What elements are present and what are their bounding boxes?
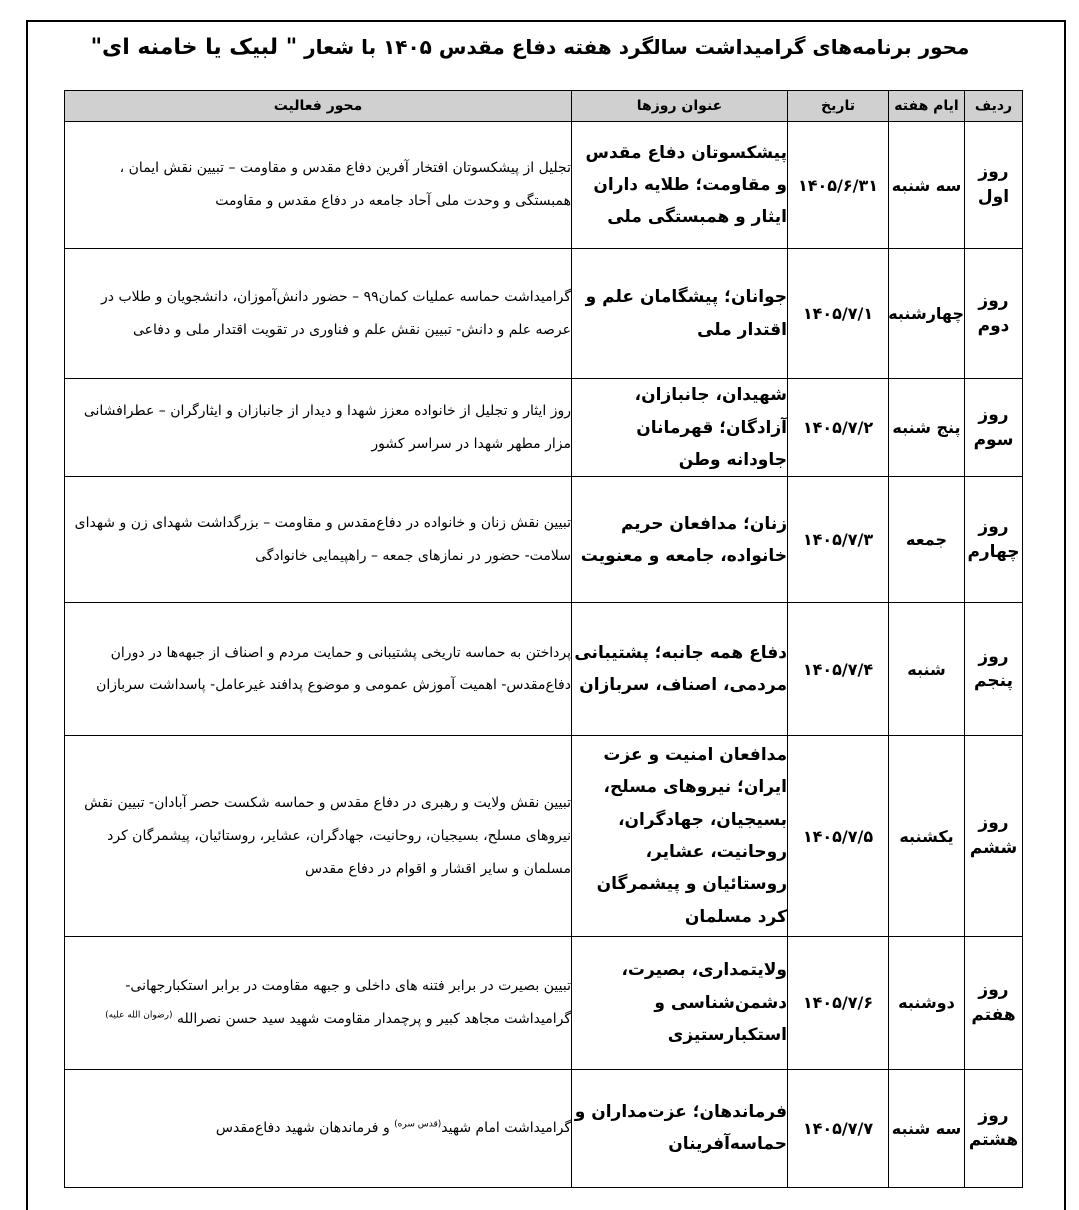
row-label: روز چهارم — [965, 477, 1023, 603]
header-date: تاریخ — [788, 91, 889, 122]
row-label: روز پنجم — [965, 603, 1023, 736]
focus-cell: تجلیل از پیشکسوتان افتخار آفرین دفاع مقدس و مقاومت – تبیین نقش ایمان ، همبستگی و وحدت ملی آحاد جامعه در دفاع مقدس و مقاومت — [65, 122, 572, 249]
date-cell: ۱۴۰۵/۷/۲ — [788, 379, 889, 477]
focus-cell — [65, 936, 572, 1069]
title-main: محور برنامه‌های گرامیداشت سالگرد هفته دفاع مقدس ۱۴۰۵ با شعار — [304, 35, 970, 59]
weekday-cell: جمعه — [889, 477, 965, 603]
table-row — [65, 603, 1023, 736]
row-label: روز هشتم — [965, 1069, 1023, 1187]
document-title — [40, 22, 1020, 80]
date-cell: ۱۴۰۵/۷/۴ — [788, 603, 889, 736]
table-row — [65, 477, 1023, 603]
day-title-cell: زنان؛ مدافعان حریم خانواده، جامعه و معنویت — [572, 477, 788, 603]
date-cell: ۱۴۰۵/۷/۱ — [788, 249, 889, 379]
header-day-title: عنوان روزها — [572, 91, 788, 122]
day-title-cell: دفاع همه جانبه؛ پشتیبانی مردمی، اصناف، سربازان — [572, 603, 788, 736]
date-cell: ۱۴۰۵/۷/۵ — [788, 736, 889, 936]
day-title-cell: پیشکسوتان دفاع مقدس و مقاومت؛ طلایه داران ایثار و همبستگی ملی — [572, 122, 788, 249]
row-label: روز هفتم — [965, 936, 1023, 1069]
row-label: روز ششم — [965, 736, 1023, 936]
title-slogan: " لبیک یا خامنه ای" — [90, 35, 298, 60]
table-row — [65, 1069, 1023, 1187]
focus-cell: روز ایثار و تجلیل از خانواده معزز شهدا و دیدار از جانبازان و ایثارگران – عطرافشانی مزار مطهر شهدا در سراسر کشور — [65, 379, 572, 477]
header-focus: محور فعالیت — [65, 91, 572, 122]
table-row — [65, 379, 1023, 477]
focus-honorific: (رضوان الله علیه) — [105, 1010, 173, 1021]
row-label: روز سوم — [965, 379, 1023, 477]
date-cell: ۱۴۰۵/۷/۷ — [788, 1069, 889, 1187]
focus-cell — [65, 1069, 572, 1187]
table-row — [65, 122, 1023, 249]
focus-cell: تبیین نقش ولایت و رهبری در دفاع مقدس و حماسه شکست حصر آبادان- تبیین نقش نیروهای مسلح، بسیجیان، روحانیت، جهادگران، عشایر، روستائیان، پیشمرگان کرد مسلمان و سایر اقشار و اقوام در دفاع مقدس — [65, 736, 572, 936]
table-row — [65, 249, 1023, 379]
weekday-cell: شنبه — [889, 603, 965, 736]
weekday-cell: پنج شنبه — [889, 379, 965, 477]
weekday-cell: دوشنبه — [889, 936, 965, 1069]
row-label: روز اول — [965, 122, 1023, 249]
table-row — [65, 936, 1023, 1069]
focus-text: گرامیداشت امام شهید — [441, 1119, 571, 1136]
header-row: ردیف — [965, 91, 1023, 122]
day-title-cell: شهیدان، جانبازان، آزادگان؛ قهرمانان جاودانه وطن — [572, 379, 788, 477]
row-label: روز دوم — [965, 249, 1023, 379]
focus-cell: تبیین نقش زنان و خانواده در دفاع‌مقدس و مقاومت – بزرگداشت شهدای زن و شهدای سلامت- حضور در نمازهای جمعه – راهپیمایی خانوادگی — [65, 477, 572, 603]
weekday-cell: چهارشنبه — [889, 249, 965, 379]
day-title-cell: جوانان؛ پیشگامان علم و اقتدار ملی — [572, 249, 788, 379]
date-cell: ۱۴۰۵/۶/۳۱ — [788, 122, 889, 249]
date-cell: ۱۴۰۵/۷/۳ — [788, 477, 889, 603]
weekday-cell: سه شنبه — [889, 1069, 965, 1187]
day-title-cell: مدافعان امنیت و عزت ایران؛ نیروهای مسلح، بسیجیان، جهادگران، روحانیت، عشایر، روستائیان و پیشمرگان کرد مسلمان — [572, 736, 788, 936]
date-cell: ۱۴۰۵/۷/۶ — [788, 936, 889, 1069]
focus-cell: پرداختن به حماسه تاریخی پشتیبانی و حمایت مردم و اصناف از جبهه‌ها در دوران دفاع‌مقدس- اهمیت آموزش عمومی و موضوع پدافند غیرعامل- پاسداشت سربازان — [65, 603, 572, 736]
program-table — [64, 90, 1023, 1188]
focus-text: تبیین بصیرت در برابر فتنه های داخلی و جبهه مقاومت در برابر استکبارجهانی- گرامیداشت مجاهد کبیر و پرچمدار مقاومت شهید سید حسن نصرالله — [125, 977, 571, 1027]
table-header-row — [65, 91, 1023, 122]
weekday-cell: یکشنبه — [889, 736, 965, 936]
focus-honorific: (قدس سره) — [394, 1119, 442, 1130]
focus-text-tail: و فرماندهان شهید دفاع‌مقدس — [215, 1119, 395, 1136]
day-title-cell: ولایتمداری، بصیرت، دشمن‌شناسی و استکبارستیزی — [572, 936, 788, 1069]
header-weekday: ایام هفته — [889, 91, 965, 122]
focus-cell: گرامیداشت حماسه عملیات کمان۹۹ – حضور دانش‌آموزان، دانشجویان و طلاب در عرصه علم و دانش- تبیین نقش علم و فناوری در تقویت اقتدار ملی و دفاعی — [65, 249, 572, 379]
day-title-cell: فرماندهان؛ عزت‌مداران و حماسه‌آفرینان — [572, 1069, 788, 1187]
weekday-cell: سه شنبه — [889, 122, 965, 249]
table-row — [65, 736, 1023, 936]
